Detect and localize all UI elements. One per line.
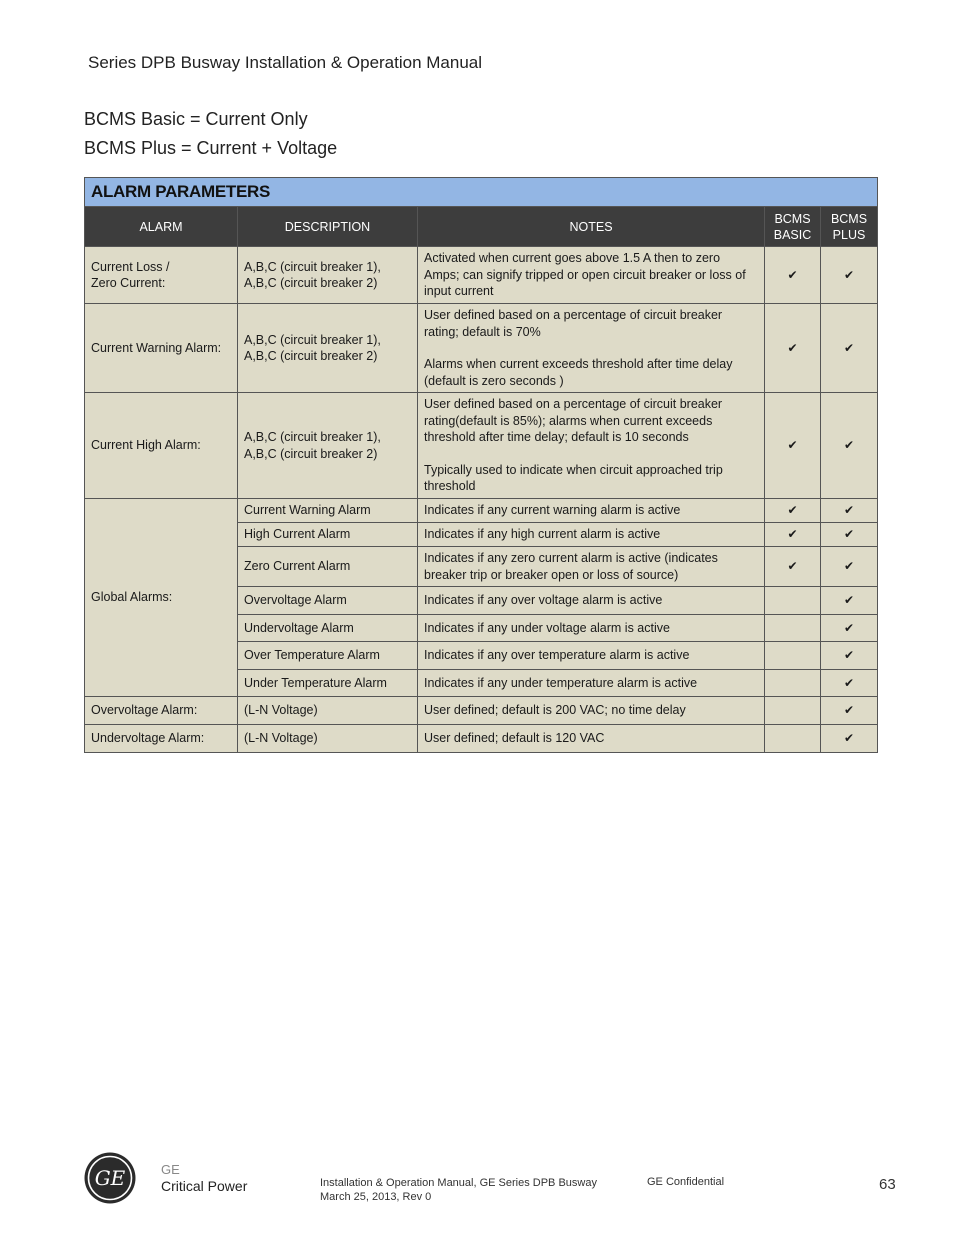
description-cell: Over Temperature Alarm [238,642,418,670]
table-row [85,725,878,753]
notes-cell: Indicates if any under temperature alarm is active [418,670,765,697]
footer-brand-critical-power: Critical Power [161,1178,248,1194]
notes-cell: User defined based on a percentage of circuit breaker rating(default is 85%); alarms when current exceeds threshold after time delay; default is 10 seconds Typically used to indicate when circuit approached trip threshold [418,393,765,499]
alarm-parameters-table [84,177,878,753]
description-cell: High Current Alarm [238,523,418,547]
check-icon: ✔ [821,304,878,393]
table-row [85,304,878,393]
check-icon: ✔ [821,523,878,547]
check-icon: ✔ [821,499,878,523]
ge-logo-icon [84,1152,136,1204]
table-title: ALARM PARAMETERS [85,178,878,207]
check-icon: ✔ [821,642,878,670]
description-cell: Zero Current Alarm [238,547,418,587]
description-cell: Current Warning Alarm [238,499,418,523]
page-number: 63 [879,1176,896,1193]
notes-cell: Indicates if any high current alarm is active [418,523,765,547]
column-header-bcms-basic: BCMS BASIC [765,207,821,247]
check-icon: ✔ [765,523,821,547]
check-icon: ✔ [765,304,821,393]
alarm-parameters-table-wrap [84,177,877,753]
description-cell: A,B,C (circuit breaker 1), A,B,C (circuit breaker 2) [238,247,418,304]
table-row [85,247,878,304]
table-row [85,499,878,523]
alarm-cell-global: Global Alarms: [85,499,238,697]
notes-cell: Indicates if any over temperature alarm is active [418,642,765,670]
column-header-alarm: ALARM [85,207,238,247]
notes-cell: User defined based on a percentage of circuit breaker rating; default is 70% Alarms when current exceeds threshold after time delay (default is zero seconds ) [418,304,765,393]
page-header-title: Series DPB Busway Installation & Operation Manual [88,53,483,72]
description-cell: (L-N Voltage) [238,697,418,725]
empty-check-cell [765,615,821,642]
table-row [85,697,878,725]
notes-cell: Indicates if any over voltage alarm is active [418,587,765,615]
footer-doc-date: March 25, 2013, Rev 0 [320,1191,432,1203]
notes-cell: User defined; default is 200 VAC; no time delay [418,697,765,725]
intro-legend [84,106,337,164]
intro-line-plus: BCMS Plus = Current + Voltage [84,138,338,158]
empty-check-cell [765,670,821,697]
check-icon: ✔ [821,615,878,642]
footer-doc-title: Installation & Operation Manual, GE Series DPB Busway [320,1177,597,1189]
column-header-description: DESCRIPTION [238,207,418,247]
column-header-notes: NOTES [418,207,765,247]
notes-cell: Indicates if any zero current alarm is active (indicates breaker trip or breaker open or loss of source) [418,547,765,587]
check-icon: ✔ [821,547,878,587]
empty-check-cell [765,725,821,753]
alarm-cell: Undervoltage Alarm: [85,725,238,753]
notes-cell: Indicates if any under voltage alarm is active [418,615,765,642]
alarm-cell: Current Loss / Zero Current: [85,247,238,304]
check-icon: ✔ [821,587,878,615]
footer-brand [161,1161,247,1195]
check-icon: ✔ [821,697,878,725]
check-icon: ✔ [765,393,821,499]
footer-brand-ge: GE [161,1162,180,1177]
check-icon: ✔ [821,247,878,304]
check-icon: ✔ [821,393,878,499]
alarm-cell: Current High Alarm: [85,393,238,499]
notes-cell: User defined; default is 120 VAC [418,725,765,753]
description-cell: Undervoltage Alarm [238,615,418,642]
description-cell: A,B,C (circuit breaker 1), A,B,C (circuit breaker 2) [238,393,418,499]
notes-cell: Activated when current goes above 1.5 A then to zero Amps; can signify tripped or open circuit breaker or loss of input current [418,247,765,304]
description-cell: Under Temperature Alarm [238,670,418,697]
ge-logo-monogram: GE [94,1166,126,1190]
alarm-cell: Overvoltage Alarm: [85,697,238,725]
check-icon: ✔ [821,670,878,697]
empty-check-cell [765,642,821,670]
empty-check-cell [765,587,821,615]
table-row [85,393,878,499]
check-icon: ✔ [821,725,878,753]
intro-line-basic: BCMS Basic = Current Only [84,109,308,129]
description-cell: (L-N Voltage) [238,725,418,753]
check-icon: ✔ [765,499,821,523]
empty-check-cell [765,697,821,725]
page-footer [0,1150,954,1210]
description-cell: A,B,C (circuit breaker 1), A,B,C (circuit breaker 2) [238,304,418,393]
description-cell: Overvoltage Alarm [238,587,418,615]
notes-cell: Indicates if any current warning alarm is active [418,499,765,523]
check-icon: ✔ [765,247,821,304]
check-icon: ✔ [765,547,821,587]
alarm-cell: Current Warning Alarm: [85,304,238,393]
column-header-bcms-plus: BCMS PLUS [821,207,878,247]
footer-confidential: GE Confidential [647,1176,725,1188]
footer-document-info [320,1176,597,1204]
